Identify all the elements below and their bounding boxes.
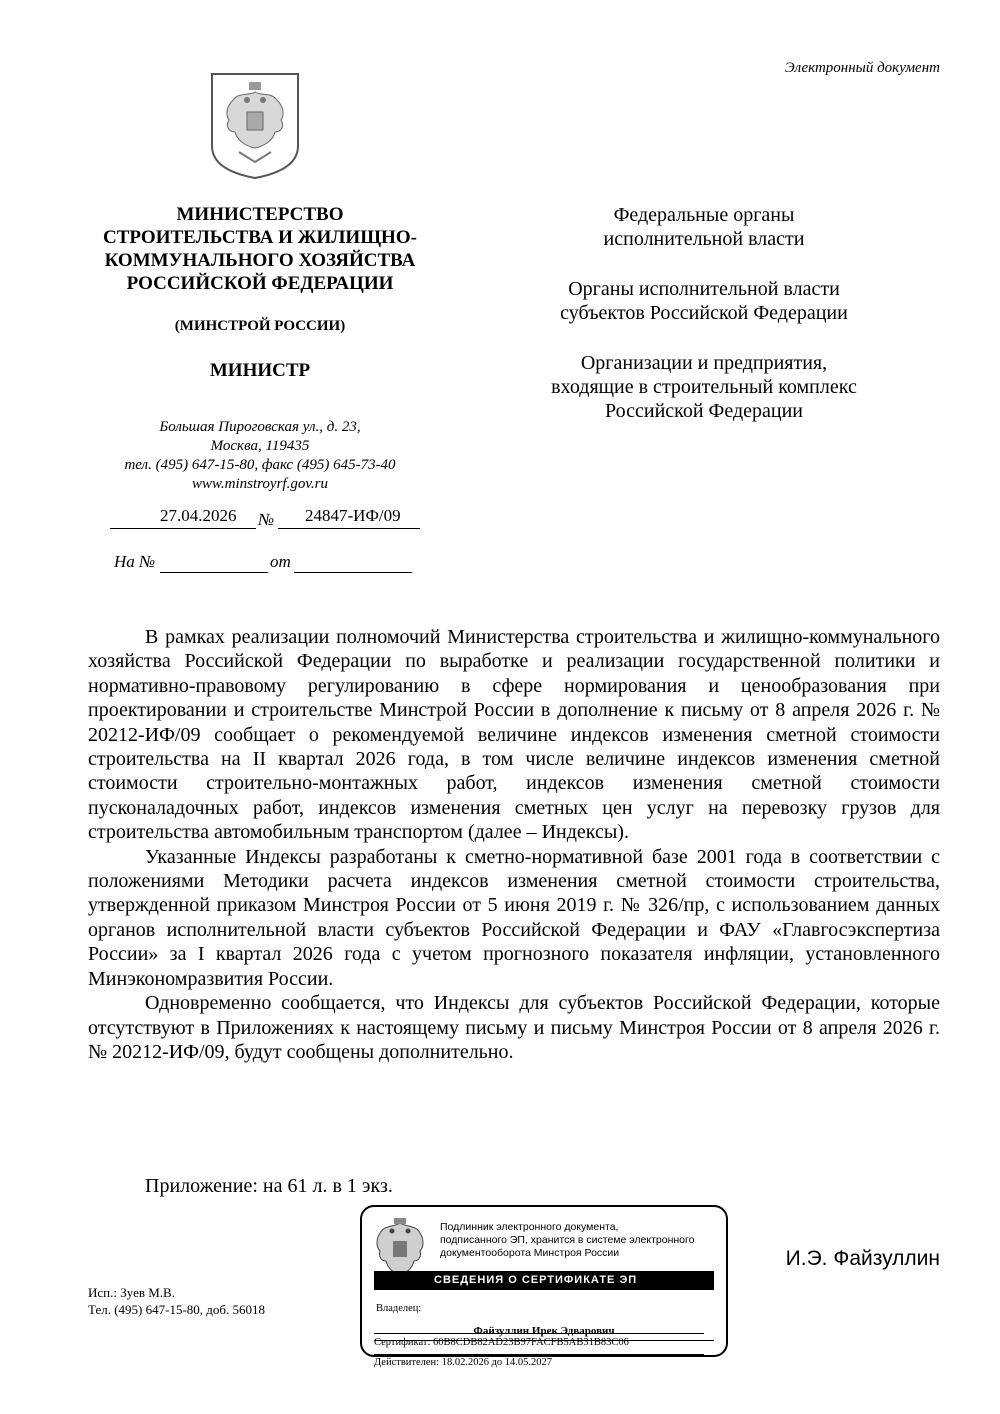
body-paragraph: Одновременно сообщается, что Индексы для субъектов Российской Федерации, которые отсутствуют в Приложениях к настоящему письму и письму Минстроя России от 8 апреля 2026 г. № 20212-ИФ/09, будут сообщены дополнительно. (88, 992, 940, 1063)
stamp-notice-line: подписанного ЭП, хранится в системе электронного (440, 1234, 695, 1246)
ministry-line: МИНИСТЕРСТВО (176, 204, 344, 225)
sender-address (60, 418, 460, 494)
number-sign: № (258, 510, 275, 529)
ministry-line: КОММУНАЛЬНОГО ХОЗЯЙСТВА (104, 250, 416, 271)
executor-info (88, 1284, 265, 1318)
owner-label: Владелец: (376, 1303, 422, 1314)
recipient-line: Органы исполнительной власти (568, 278, 840, 300)
address-line: тел. (495) 647-15-80, факс (495) 645-73-40 (124, 457, 396, 473)
recipient (500, 351, 908, 423)
sender-position: МИНИСТР (209, 360, 311, 381)
ministry-line: СТРОИТЕЛЬСТВА И ЖИЛИЩНО- (103, 227, 417, 248)
reply-from: от (270, 552, 291, 571)
executor-phone: Тел. (495) 647-15-80, доб. 56018 (88, 1302, 265, 1317)
stamp-divider (374, 1333, 704, 1334)
certificate-owner: Файзуллин Ирек Эдварович (473, 1325, 615, 1337)
signer-name: И.Э. Файзуллин (785, 1247, 940, 1270)
address-line: Большая Пироговская ул., д. 23, (159, 419, 361, 435)
address-line: www.minstroyrf.gov.ru (192, 476, 328, 492)
recipients-block (500, 203, 908, 449)
recipient-line: Российской Федерации (604, 400, 804, 422)
body-paragraph: Указанные Индексы разработаны к сметно-нормативной базе 2001 года в соответствии с положениями Методики расчета индексов изменения сметной стоимости строительства, утвержденной приказом Минстроя России от 5 июня 2019 г. № 326/пр, с использованием данных органов исполнительной власти субъектов Российской Федерации и ФАУ «Главгосэкспертиза России» за I квартал 2026 года с учетом прогнозного показателя инфляции, установленного Минэкономразвития России. (88, 845, 940, 990)
reply-prefix: На № (114, 552, 156, 571)
recipient (500, 203, 908, 251)
stamp-notice (440, 1221, 725, 1260)
reply-reference (114, 552, 414, 578)
electronic-document-label: Электронный документ (784, 60, 940, 76)
stamp-divider (374, 1354, 704, 1355)
registration-date: 27.04.2026 (160, 506, 237, 525)
recipient (500, 277, 908, 325)
ministry-short-name: (МИНСТРОЙ РОССИИ) (174, 318, 346, 334)
coat-of-arms-icon (209, 70, 301, 182)
recipient-line: субъектов Российской Федерации (560, 302, 848, 324)
recipient-line: Организации и предприятия, (580, 352, 828, 374)
ministry-name (60, 203, 460, 295)
address-line: Москва, 119435 (210, 438, 310, 454)
registration-line (110, 504, 420, 530)
executor-name: Исп.: Зуев М.В. (88, 1285, 175, 1300)
recipient-line: входящие в строительный комплекс (551, 376, 857, 398)
recipient-line: исполнительной власти (603, 228, 805, 250)
electronic-signature-stamp (360, 1205, 728, 1357)
certificate-info-bar: СВЕДЕНИЯ О СЕРТИФИКАТЕ ЭП (374, 1271, 714, 1290)
attachment-note: Приложение: на 61 л. в 1 экз. (145, 1175, 393, 1197)
body-paragraph: В рамках реализации полномочий Министерства строительства и жилищно-коммунального хозяйства Российской Федерации по выработке и реализации государственной политики и нормативно-правовому регулированию в сфере нормирования и ценообразования при проектировании и строительстве Минстрой России в дополнение к письму от 8 апреля 2026 г. № 20212-ИФ/09 сообщает о рекомендуемой величине индексов изменения сметной стоимости строительства на II квартал 2026 года, в том числе величине индексов изменения сметной стоимости строительно-монтажных работ, индексов изменения сметной стоимости пусконаладочных работ, индексов изменения сметных цен услуг на перевозку грузов для строительства автомобильным транспортом (далее – Индексы). (88, 626, 940, 844)
certificate-id-line: Сертификат: 60B8CDB82AD23B97FACFB5AB31B83C06 (374, 1337, 629, 1348)
stamp-notice-line: Подлинник электронного документа, (440, 1221, 619, 1233)
certificate-validity: Действителен: 18.02.2026 до 14.05.2027 (374, 1357, 553, 1368)
stamp-notice-line: документооборота Минстроя России (440, 1247, 620, 1259)
letter-body (88, 625, 940, 1064)
registration-number: 24847-ИФ/09 (305, 506, 401, 525)
recipient-line: Федеральные органы (613, 204, 795, 226)
ministry-line: РОССИЙСКОЙ ФЕДЕРАЦИИ (126, 273, 394, 294)
